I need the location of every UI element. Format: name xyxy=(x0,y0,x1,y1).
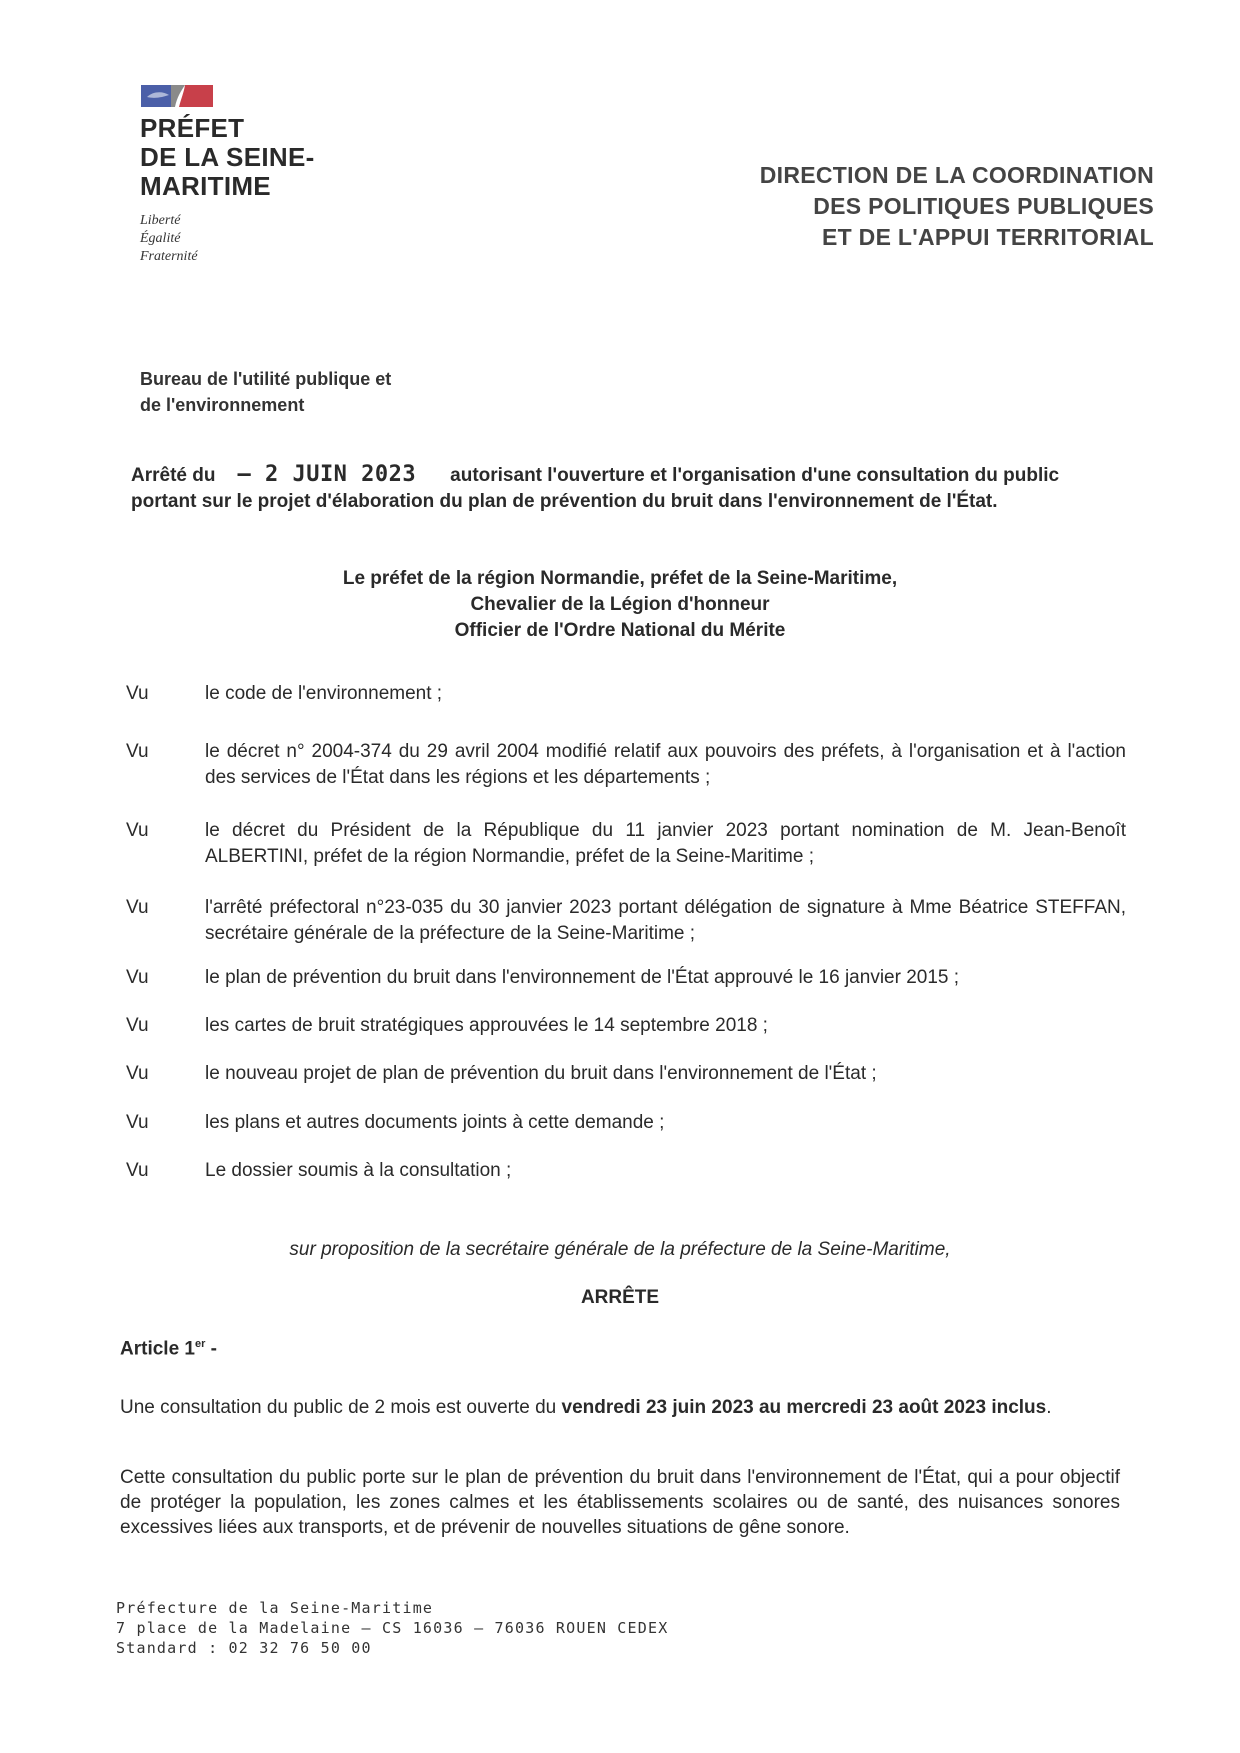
footer-line: Préfecture de la Seine-Maritime xyxy=(116,1599,434,1617)
vu-text: le décret n° 2004-374 du 29 avril 2004 modifié relatif aux pouvoirs des préfets, à l'organisation et à l'action des services de l'État dans les régions et les départements ; xyxy=(205,741,1126,788)
vu-label: Vu xyxy=(126,741,149,762)
date-stamp: – 2 JUIN 2023 xyxy=(237,462,417,487)
vu-item xyxy=(126,1158,1126,1184)
vu-text: le plan de prévention du bruit dans l'environnement de l'État approuvé le 16 janvier 2015 ; xyxy=(205,967,960,988)
motto-line: Égalité xyxy=(140,231,181,246)
republic-motto xyxy=(140,212,198,266)
vu-item xyxy=(126,1110,1126,1136)
vu-text: les cartes de bruit stratégiques approuvées le 14 septembre 2018 ; xyxy=(205,1015,768,1036)
vu-label: Vu xyxy=(126,967,149,988)
prefet-line: Officier de l'Ordre National du Mérite xyxy=(454,620,786,641)
vu-text: le code de l'environnement ; xyxy=(205,683,443,704)
bureau-line: Bureau de l'utilité publique et xyxy=(140,369,392,389)
vu-item xyxy=(126,965,1126,991)
paragraph-text: . xyxy=(1046,1397,1052,1418)
prefet-title-line: PRÉFET xyxy=(140,113,245,143)
arrete-title xyxy=(131,462,1116,515)
direction-line: ET DE L'APPUI TERRITORIAL xyxy=(821,224,1154,250)
vu-item xyxy=(126,895,1126,947)
proposition-line: sur proposition de la secrétaire générale de la préfecture de la Seine-Maritime, xyxy=(289,1239,951,1260)
article-title-suffix: - xyxy=(205,1338,217,1360)
vu-label: Vu xyxy=(126,683,149,704)
marianne-logo-icon xyxy=(141,83,213,109)
footer-line: Standard : 02 32 76 50 00 xyxy=(116,1639,372,1657)
vu-label: Vu xyxy=(126,1160,149,1181)
vu-label: Vu xyxy=(126,820,149,841)
vu-label: Vu xyxy=(126,897,149,918)
article-1-paragraph-1 xyxy=(120,1395,1120,1420)
arrete-prefix: Arrêté du xyxy=(131,465,216,486)
prefet-line: Chevalier de la Légion d'honneur xyxy=(470,594,770,615)
vu-text: le nouveau projet de plan de prévention du bruit dans l'environnement de l'État ; xyxy=(205,1063,877,1084)
arrete-heading: ARRÊTE xyxy=(580,1287,660,1308)
motto-line: Fraternité xyxy=(140,249,198,264)
prefet-title-line: MARITIME xyxy=(140,171,271,201)
prefet-title xyxy=(140,114,315,201)
bureau-line: de l'environnement xyxy=(140,395,305,415)
article-title-text: Article 1 xyxy=(120,1338,195,1360)
footer-address xyxy=(116,1598,668,1658)
vu-text: Le dossier soumis à la consultation ; xyxy=(205,1160,512,1181)
prefet-title-line: DE LA SEINE- xyxy=(140,142,315,172)
bureau-label xyxy=(140,366,391,418)
vu-item xyxy=(126,681,1126,707)
vu-label: Vu xyxy=(126,1063,149,1084)
article-1-paragraph-2: Cette consultation du public porte sur le plan de prévention du bruit dans l'environnement de l'État, qui a pour objectif de protéger la population, les zones calmes et les établissements scolaires ou de santé, des nuisances sonores excessives liées aux transports, et de prévenir de nouvelles situations de gêne sonore. xyxy=(120,1467,1120,1538)
direction-line: DES POLITIQUES PUBLIQUES xyxy=(813,193,1154,219)
vu-item xyxy=(126,1013,1126,1039)
article-1-title xyxy=(120,1338,217,1360)
prefet-line: Le préfet de la région Normandie, préfet de la Seine-Maritime, xyxy=(342,568,898,589)
motto-line: Liberté xyxy=(140,213,181,228)
vu-label: Vu xyxy=(126,1015,149,1036)
vu-label: Vu xyxy=(126,1112,149,1133)
direction-line: DIRECTION DE LA COORDINATION xyxy=(759,162,1154,188)
vu-text: le décret du Président de la République du 11 janvier 2023 portant nomination de M. Jean-Benoît ALBERTINI, préfet de la région Normandie, préfet de la Seine-Maritime ; xyxy=(205,820,1126,867)
direction-header xyxy=(760,160,1154,253)
paragraph-text: Une consultation du public de 2 mois est ouverte du xyxy=(120,1397,562,1418)
arrete-title-text: autorisant l'ouverture et l'organisation d'une consultation du public xyxy=(450,465,1060,486)
vu-text: les plans et autres documents joints à cette demande ; xyxy=(205,1112,665,1133)
vu-item xyxy=(126,818,1126,870)
arrete-title-line-1 xyxy=(131,462,1116,489)
prefet-block xyxy=(0,566,1240,644)
vu-text: l'arrêté préfectoral n°23-035 du 30 janvier 2023 portant délégation de signature à Mme Béatrice STEFFAN, secrétaire générale de la préfecture de la Seine-Maritime ; xyxy=(205,897,1126,944)
vu-item xyxy=(126,1061,1126,1087)
vu-item xyxy=(126,739,1126,791)
arrete-title-line-2: portant sur le projet d'élaboration du plan de prévention du bruit dans l'environnement de l'État. xyxy=(131,491,998,512)
consultation-dates: vendredi 23 juin 2023 au mercredi 23 août 2023 inclus xyxy=(561,1397,1047,1418)
footer-line: 7 place de la Madelaine – CS 16036 – 76036 ROUEN CEDEX xyxy=(116,1619,669,1637)
article-title-sup: er xyxy=(194,1338,206,1350)
